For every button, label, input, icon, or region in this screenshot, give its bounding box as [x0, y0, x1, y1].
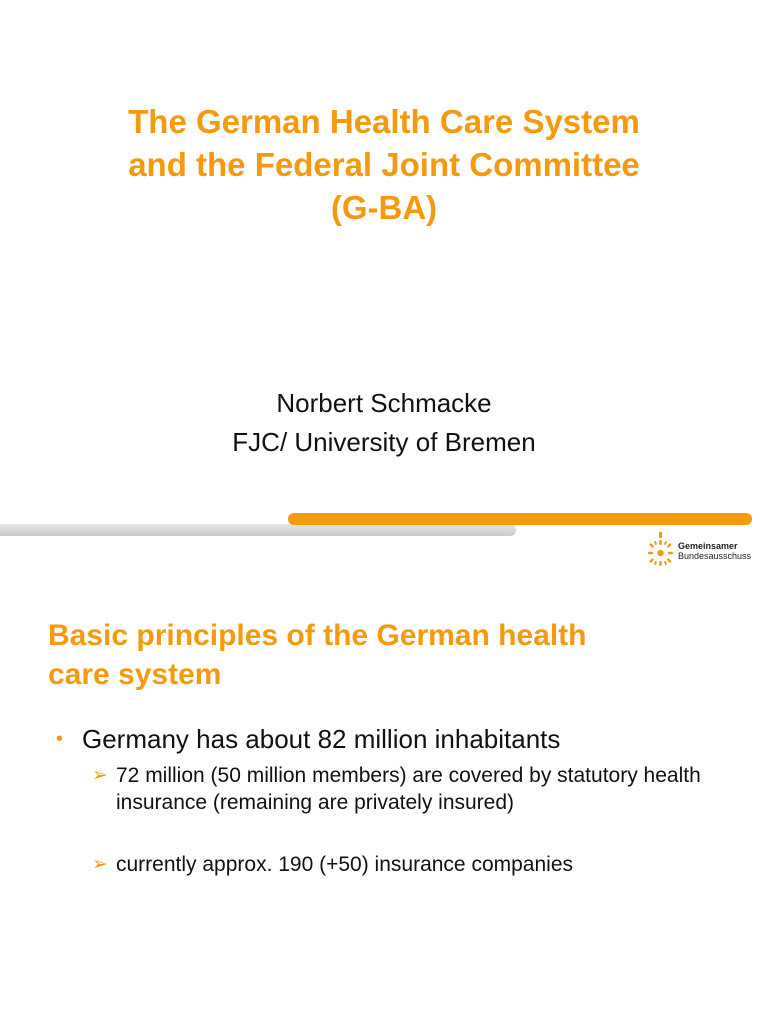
content-slide: [0, 590, 768, 1024]
sub-bullet-item: [92, 762, 732, 816]
arrow-bullet-icon: ➢: [92, 854, 108, 875]
logo-text-line2: Bundesausschuss: [678, 551, 752, 561]
sub-bullet-text: 72 million (50 million members) are covered by statutory health insurance (remaining are privately insured): [116, 764, 701, 814]
title-line: The German Health Care System: [128, 103, 640, 140]
title-line: (G-BA): [330, 189, 438, 226]
sub-bullet-item: [92, 851, 732, 878]
logo-wordmark: [678, 541, 751, 561]
author-name: Norbert Schmacke: [276, 388, 492, 418]
orange-divider-bar: [288, 513, 752, 525]
author-affiliation: FJC/ University of Bremen: [232, 427, 536, 457]
sub-bullet-text: currently approx. 190 (+50) insurance companies: [116, 853, 573, 876]
arrow-bullet-icon: ➢: [92, 765, 108, 786]
bullet-text: Germany has about 82 million inhabitants: [82, 724, 561, 754]
slide-heading: [48, 616, 738, 694]
title-line: and the Federal Joint Committee: [128, 146, 640, 183]
g-ba-logo: [646, 532, 756, 568]
g-ba-sun-logo-icon: [646, 532, 676, 568]
bullet-marker: •: [56, 728, 64, 750]
heading-line: Basic principles of the German health: [48, 619, 587, 652]
heading-line: care system: [48, 658, 222, 691]
grey-divider-bar: [0, 524, 516, 536]
slide-title: [0, 100, 768, 229]
logo-text-line1: Gemeinsamer: [678, 541, 738, 551]
